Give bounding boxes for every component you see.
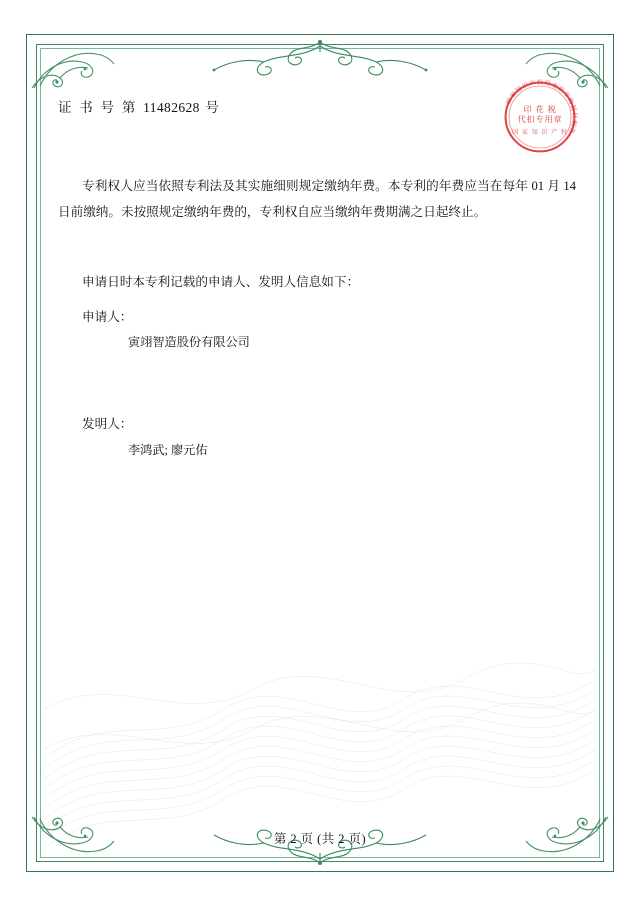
applicant-label: 申请人： — [82, 309, 133, 324]
svg-text:印 花 税: 印 花 税 — [523, 104, 557, 114]
svg-text:国家知识产权局北京市海淀区税务: 国家知识产权局北京市海淀区税务 — [505, 79, 578, 136]
certificate-number-suffix: 号 — [205, 100, 222, 115]
section-spacer — [58, 354, 582, 412]
certificate-number-value: 11482628 — [143, 100, 200, 115]
page-footer: 第 2 页 (共 2 页) — [273, 832, 367, 846]
applicant-value: 寅翊智造股份有限公司 — [128, 335, 250, 349]
annual-fee-paragraph: 专利权人应当依照专利法及其实施细则规定缴纳年费。本专利的年费应当在每年 01 月 14 日前缴纳。未按照规定缴纳年费的，专利权自应当缴纳年费期满之日起终止。 — [58, 179, 576, 219]
certificate-content — [58, 96, 582, 462]
record-intro-line: 申请日时本专利记载的申请人、发明人信息如下： — [82, 274, 360, 289]
svg-text:国 家 知 识 产 权: 国 家 知 识 产 权 — [512, 130, 568, 137]
certificate-number-label: 证 书 号 第 — [58, 100, 138, 115]
inventor-value: 李鸿武; 廖元佑 — [128, 442, 208, 457]
header-ornament-icon — [170, 36, 470, 82]
corner-flourish-icon — [30, 38, 116, 90]
certificate-number-line — [58, 96, 582, 116]
inventor-label: 发明人： — [82, 417, 133, 432]
svg-text:代扣专用章: 代扣专用章 — [517, 115, 563, 125]
